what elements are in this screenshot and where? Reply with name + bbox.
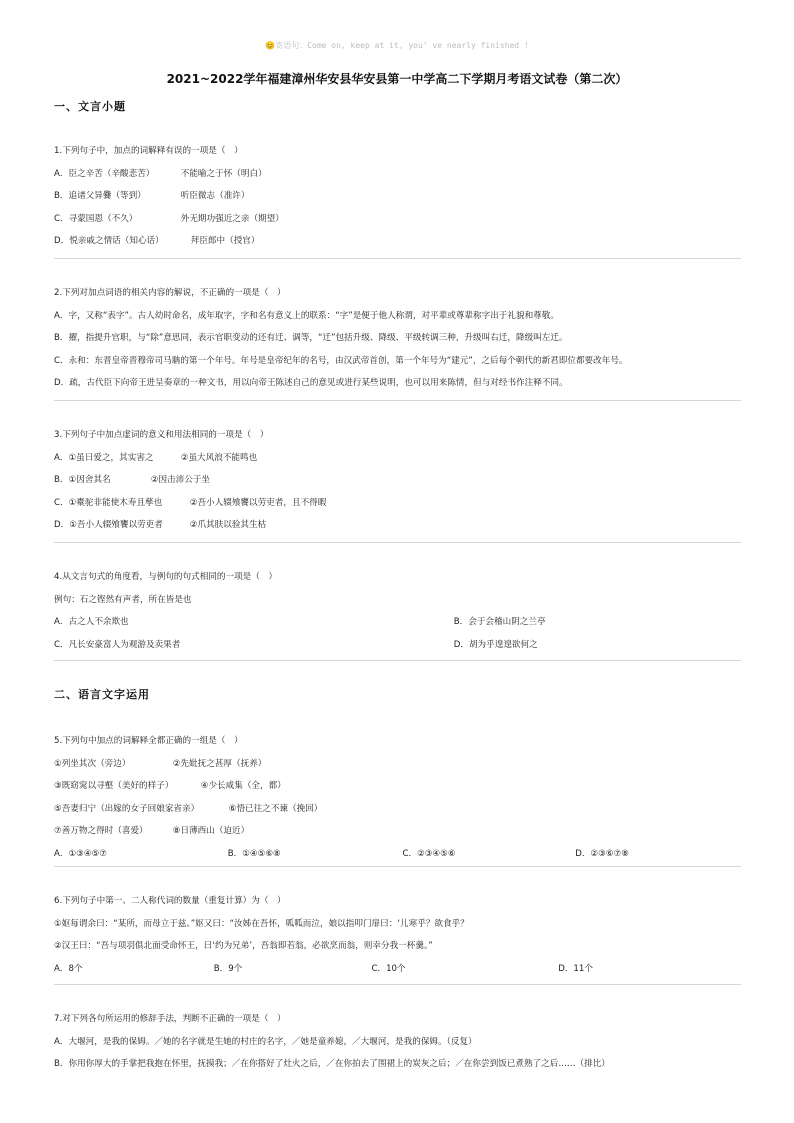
item: ②先妣抚之甚厚（抚养）	[172, 758, 267, 769]
question-divider	[54, 258, 741, 259]
option-d[interactable]: D．疏，古代臣下向帝王进呈奏章的一种文书，用以向帝王陈述自己的意见或进行某些说明，也可以用来陈情，但与对经书作注释不同。	[54, 378, 568, 388]
option-a[interactable]: A．①③④⑤⑦	[54, 848, 107, 859]
option-part: C．寻蒙国恩（不久）	[54, 213, 138, 224]
option-d[interactable]	[54, 230, 742, 253]
option-part: D．悦亲戚之情话（知心话）	[54, 236, 164, 246]
question-divider	[54, 866, 741, 867]
option-c[interactable]: C．永和：东晋皇帝晋穆帝司马聃的第一个年号。年号是皇帝纪年的名号，由汉武帝首创，第一个年号为“建元”，之后每个朝代的新君即位都要改年号。	[54, 355, 628, 366]
question-divider	[54, 542, 741, 543]
option-part: ②虽大风浪不能鸣也	[180, 452, 258, 463]
question-divider	[54, 984, 741, 985]
sentence-1: ①妪每谓余曰：“某所，而母立于兹。”妪又曰：“汝姊在吾怀，呱呱而泣，娘以指叩门扉曰：‘儿寒乎？欲食乎？	[54, 918, 469, 929]
encouragement-watermark: 😊寄语句：Come on, keep at it, you’ ve nearly finished !	[265, 41, 529, 50]
option-part: B．①因舍其名	[54, 475, 111, 485]
item: ⑦善万物之得时（喜爱）	[54, 826, 148, 836]
option-c[interactable]: C．②③④⑤⑥	[402, 848, 456, 859]
option-c[interactable]: C．凡长安豪富人为观游及卖果者	[54, 639, 181, 650]
option-part: 不能喻之于怀（明白）	[180, 168, 267, 179]
option-d[interactable]: D．11个	[558, 963, 593, 974]
option-d[interactable]	[54, 514, 742, 537]
answer-options	[54, 958, 742, 981]
question-stem: 6.下列句子中第一、二人称代词的数量（重复计算）为（ ）	[54, 896, 286, 906]
item: ⑧日薄西山（迫近）	[172, 826, 250, 836]
page-title: 2021~2022学年福建漳州华安县华安县第一中学高二下学期月考语文试卷（第二次）	[166, 72, 628, 86]
question-stem: 7.对下列各句所运用的修辞手法，判断不正确的一项是（ ）	[54, 1014, 286, 1024]
option-part: C．①橐驼非能使木寿且孳也	[54, 497, 163, 508]
question-stem: 3.下列句子中加点虚词的意义和用法相同的一项是（ ）	[54, 430, 269, 440]
option-b[interactable]	[54, 185, 742, 208]
question-1	[54, 140, 742, 253]
option-d[interactable]: D．胡为乎遑遑欲何之	[453, 639, 538, 650]
option-c[interactable]	[54, 492, 742, 515]
option-b[interactable]: B．擢，指提升官职，与“除”意思同，表示官职变动的还有迁、调等，“迁”包括升级、降级、平级转调三种，升级叫右迁，降级叫左迁。	[54, 333, 568, 343]
option-b[interactable]: B．9个	[213, 963, 243, 974]
question-3	[54, 424, 742, 537]
option-part: 拜臣郎中（授官）	[190, 236, 260, 246]
question-7	[54, 1008, 742, 1076]
section-heading-classical-chinese: 一、文言小题	[54, 100, 126, 113]
option-b[interactable]: B．你用你厚大的手掌把我抱在怀里，抚摸我；／在你搭好了灶火之后，／在你拍去了围裙上的炭灰之后；／在你尝到饭已煮熟了之后……（排比）	[54, 1059, 610, 1069]
option-part: ②吾小人辍飧饔以劳吏者，且不得暇	[189, 497, 327, 508]
question-stem: 5.下列句中加点的词解释全都正确的一组是（ ）	[54, 736, 243, 746]
item: ⑤吾妻归宁（出嫁的女子回娘家省亲）	[54, 803, 200, 814]
item-row	[54, 775, 742, 798]
option-part: 外无期功强近之亲（期望）	[180, 213, 284, 224]
item-row	[54, 798, 742, 821]
option-c[interactable]: C．10个	[371, 963, 406, 974]
question-6	[54, 890, 742, 980]
option-b[interactable]	[54, 469, 742, 492]
answer-options	[54, 843, 742, 866]
options-row-ab	[54, 611, 742, 634]
question-divider	[54, 660, 741, 661]
option-a[interactable]: A．大堰河，是我的保姆。／她的名字就是生她的村庄的名字，／她是童养媳，／大堰河，是我的保姆。（反复）	[54, 1036, 477, 1047]
item: ⑥悟已往之不谏（挽回）	[228, 803, 323, 814]
option-a[interactable]: A．8个	[54, 963, 83, 974]
question-stem: 4.从文言句式的角度看，与例句的句式相同的一项是（ ）	[54, 572, 278, 582]
option-c[interactable]	[54, 208, 742, 231]
item-row	[54, 753, 742, 776]
example-sentence: 例句：石之铿然有声者，所在皆是也	[54, 594, 192, 605]
question-stem: 1.下列句子中，加点的词解释有误的一项是（ ）	[54, 146, 243, 156]
section-heading-language-use: 二、语言文字运用	[54, 688, 150, 701]
item: ④少长咸集（全，都）	[200, 781, 286, 791]
option-a[interactable]	[54, 163, 742, 186]
option-part: ②因击沛公于坐	[150, 475, 211, 485]
option-part: B．追诸父异爨（等到）	[54, 191, 146, 201]
question-2	[54, 282, 742, 395]
options-row-cd	[54, 634, 742, 657]
question-stem: 2.下列对加点词语的相关内容的解说，不正确的一项是（ ）	[54, 288, 286, 298]
item: ③既窈窕以寻壑（美好的样子）	[54, 781, 174, 791]
option-part: 听臣微志（准许）	[180, 191, 250, 201]
option-part: D．①吾小人辍飧饔以劳吏者	[54, 520, 163, 530]
option-a[interactable]: A．古之人不余欺也	[54, 617, 129, 627]
sentence-2: ②汉王曰：“吾与项羽俱北面受命怀王，曰‘约为兄弟’，吾翁即若翁，必欲烹而翁，则幸分我一杯羹。”	[54, 941, 433, 951]
option-b[interactable]: B．①④⑤⑥⑧	[227, 848, 281, 859]
item-row	[54, 820, 742, 843]
question-divider	[54, 400, 741, 401]
option-a[interactable]: A．字，又称“表字”。古人幼时命名，成年取字，字和名有意义上的联系：“字”是便于他人称谓，对平辈或尊辈称字出于礼貌和尊敬。	[54, 310, 559, 321]
option-d[interactable]: D．②③⑥⑦⑧	[575, 848, 629, 859]
option-a[interactable]	[54, 447, 742, 470]
question-4	[54, 566, 742, 656]
option-part: A．臣之辛苦（辛酸悲苦）	[54, 168, 155, 179]
option-b[interactable]: B．会于会稽山阴之兰亭	[453, 617, 546, 627]
question-5	[54, 730, 742, 865]
option-part: ②爪其肤以验其生枯	[189, 520, 267, 530]
item: ①列坐其次（旁边）	[54, 758, 131, 769]
option-part: A．①虽日爱之，其实害之	[54, 452, 154, 463]
